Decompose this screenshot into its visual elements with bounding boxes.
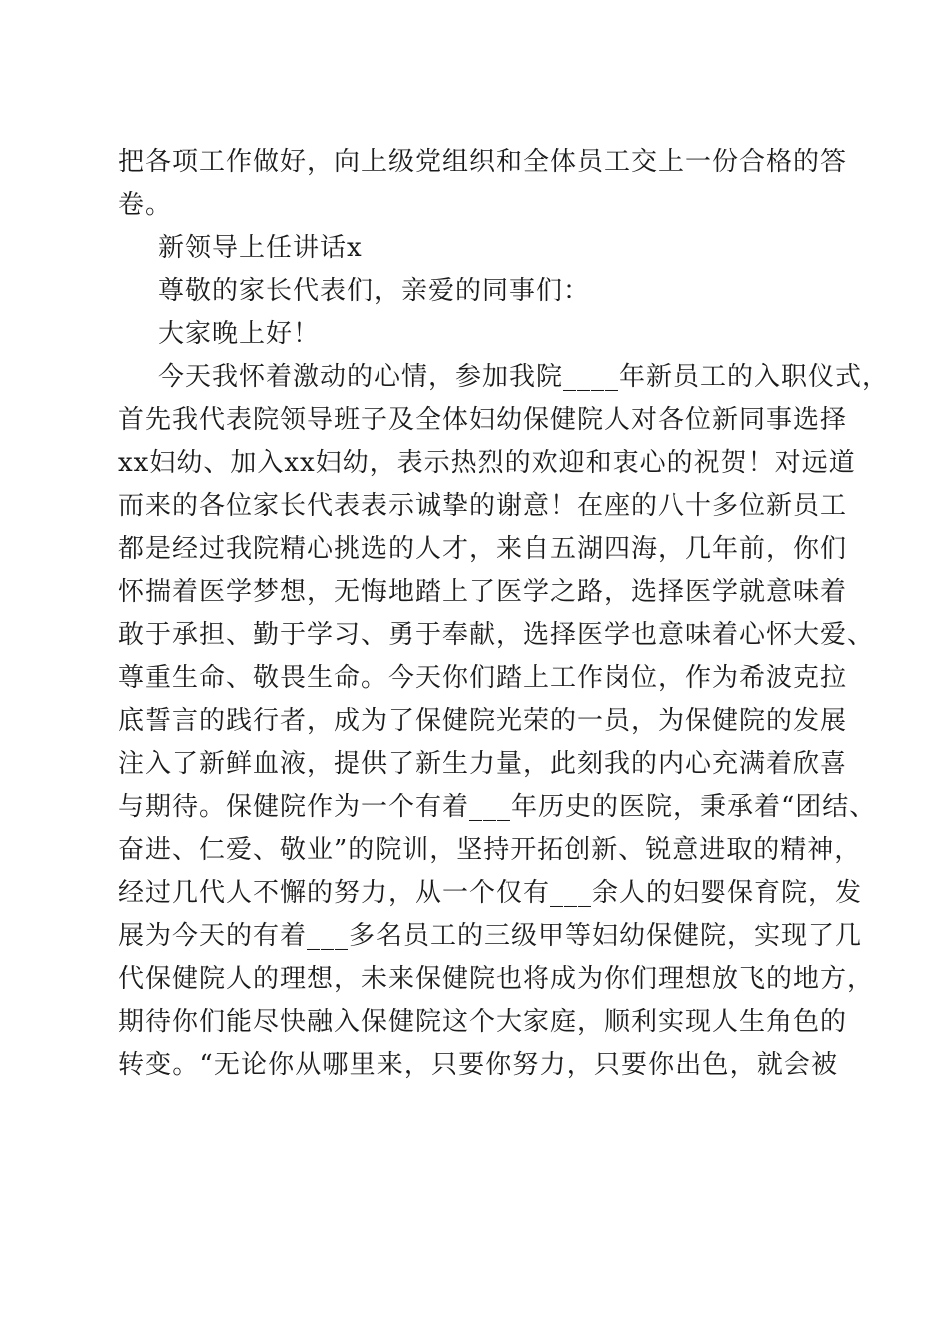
text-line: 奋进、仁爱、敬业”的院训，坚持开拓创新、锐意进取的精神， xyxy=(118,835,862,865)
text-line: 注入了新鲜血液，提供了新生力量，此刻我的内心充满着欣喜 xyxy=(118,749,848,779)
text-line: xx妇幼、加入xx妇幼，表示热烈的欢迎和衷心的祝贺！对远道 xyxy=(118,448,856,478)
text-line: 转变。“无论你从哪里来，只要你努力，只要你出色，就会被 xyxy=(118,1050,838,1080)
text-line: 首先我代表院领导班子及全体妇幼保健院人对各位新同事选择 xyxy=(118,405,848,435)
document-body xyxy=(118,141,890,1087)
text-line: 敢于承担、勤于学习、勇于奉献，选择医学也意味着心怀大爱、 xyxy=(118,620,875,650)
text-line: 把各项工作做好，向上级党组织和全体员工交上一份合格的答 xyxy=(118,147,848,177)
text-line: 怀揣着医学梦想，无悔地踏上了医学之路，选择医学就意味着 xyxy=(118,577,848,607)
speech-title: 新领导上任讲话x xyxy=(158,233,363,263)
text-line: 卷。 xyxy=(118,190,173,220)
text-line: 今天我怀着激动的心情，参加我院____年新员工的入职仪式， xyxy=(158,362,890,392)
text-line: 与期待。保健院作为一个有着___年历史的医院，秉承着“团结、 xyxy=(118,792,877,822)
salutation: 尊敬的家长代表们，亲爱的同事们： xyxy=(158,276,591,306)
text-line: 展为今天的有着___多名员工的三级甲等妇幼保健院，实现了几 xyxy=(118,921,863,951)
text-line: 经过几代人不懈的努力，从一个仅有___余人的妇婴保育院，发 xyxy=(118,878,863,908)
text-line: 都是经过我院精心挑选的人才，来自五湖四海，几年前，你们 xyxy=(118,534,848,564)
text-line: 代保健院人的理想，未来保健院也将成为你们理想放飞的地方， xyxy=(118,964,875,994)
text-line: 底誓言的践行者，成为了保健院光荣的一员，为保健院的发展 xyxy=(118,706,848,736)
greeting: 大家晚上好！ xyxy=(158,319,321,349)
text-line: 而来的各位家长代表表示诚挚的谢意！在座的八十多位新员工 xyxy=(118,491,848,521)
text-line: 期待你们能尽快融入保健院这个大家庭，顺利实现人生角色的 xyxy=(118,1007,848,1037)
text-line: 尊重生命、敬畏生命。今天你们踏上工作岗位，作为希波克拉 xyxy=(118,663,848,693)
